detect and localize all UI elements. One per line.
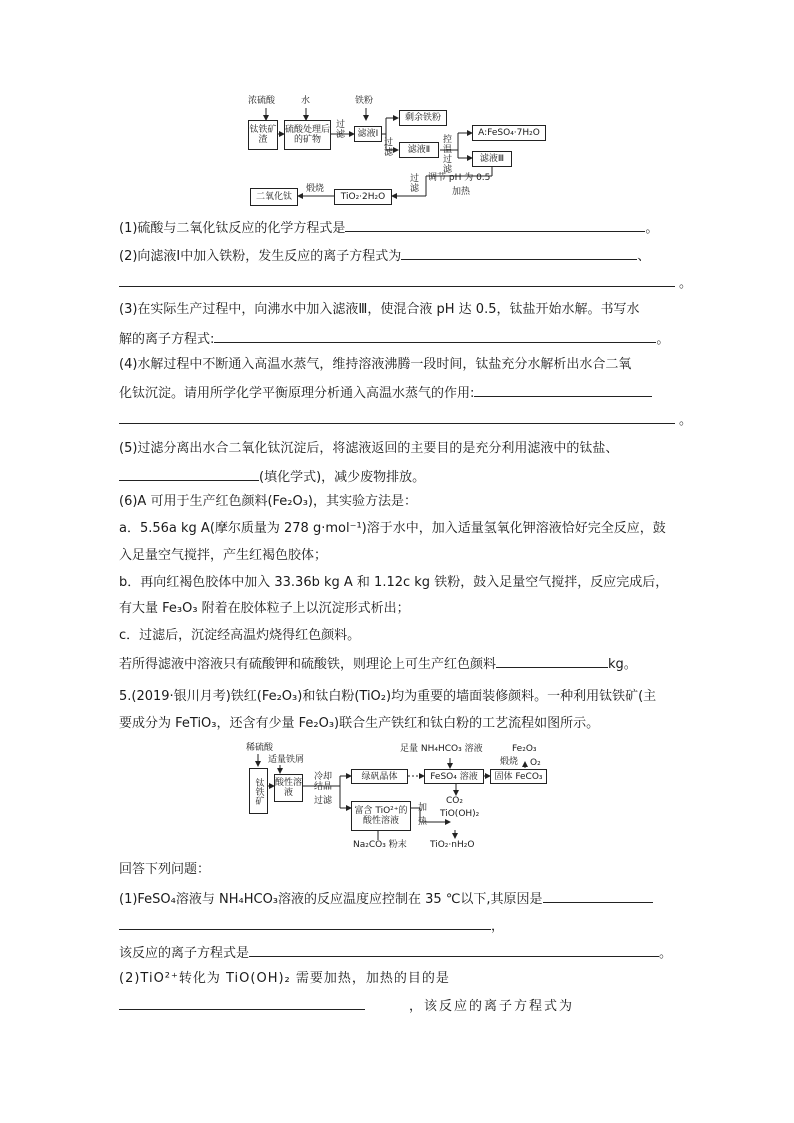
label-calcine-2: 煅烧 — [500, 757, 519, 767]
answer-blank-p5q1b[interactable] — [119, 917, 491, 930]
label-filter-2: 过滤 — [384, 138, 394, 158]
label-heat-2: 加热 — [418, 803, 428, 827]
question-4-line-1: (4)水解过程中不断通入高温水蒸气，维持溶液沸腾一段时间，钛盐充分水解析出水合二氧 — [119, 357, 632, 372]
box-filtrate-1: 滤液Ⅰ — [354, 126, 382, 142]
q4-end-mark: 。 — [679, 413, 693, 428]
box-ilmenite-slag: 钛铁矿渣 — [248, 120, 278, 150]
question-3-line-2: 解的离子方程式: 。 — [119, 332, 670, 347]
box-solid-feco3: 固体 FeCO₃ — [490, 769, 547, 784]
box-filtrate-3: 滤液Ⅲ — [472, 151, 512, 167]
box-tio2-2h2o: TiO₂·2H₂O — [334, 189, 392, 205]
label-filter-3: 过滤 — [410, 174, 420, 194]
answer-blank-p5q1a[interactable] — [543, 890, 653, 903]
label-fe2o3: Fe₂O₃ — [512, 744, 537, 754]
box-feso4-solution: FeSO₄ 溶液 — [424, 769, 484, 784]
problem-5-q1-line-2: ， — [119, 917, 504, 935]
question-5-line-1: (5)过滤分离出水合二氧化钛沉淀后，将滤液返回的主要目的是充分利用滤液中的钛盐、 — [119, 441, 619, 456]
problem-5-q2-line-1: (2)TiO²⁺转化为 TiO(OH)₂ 需要加热，加热的目的是 — [119, 971, 450, 986]
problem-5-line-1: 5.(2019·银川月考)铁红(Fe₂O₃)和钛白粉(TiO₂)均为重要的墙面装修颜料。一种利用钛铁矿(主 — [119, 689, 657, 704]
label-ph-adjust: 调节 pH 为 0.5 — [428, 173, 491, 183]
box-filtrate-2: 滤液Ⅱ — [399, 142, 439, 158]
box-tio-acidic-solution: 富含 TiO²⁺的酸性溶液 — [351, 801, 411, 831]
label-tio2-nh2o: TiO₂·nH₂O — [430, 840, 475, 850]
problem-5-q1-line-3: 该反应的离子方程式是 。 — [119, 946, 673, 961]
box-A-feso4: A:FeSO₄·7H₂O — [472, 125, 546, 141]
label-water: 水 — [301, 96, 311, 106]
question-5-line-2: (填化学式)，减少废物排放。 — [119, 468, 425, 486]
label-co2: CO₂ — [446, 796, 463, 806]
question-4-line-2: 化钛沉淀。请用所学化学平衡原理分析通入高温水蒸气的作用: — [119, 384, 652, 402]
problem-5-q1-line-1: (1)FeSO₄溶液与 NH₄HCO₃溶液的反应温度应控制在 35 ℃以下,其原因是 — [119, 890, 653, 908]
label-iron-scrap: 适量铁屑 — [268, 755, 305, 765]
question-6-step-a-2: 入足量空气搅拌，产生红褐色胶体； — [119, 548, 328, 563]
question-6-step-b-1: b．再向红褐色胶体中加入 33.36b kg A 和 1.12c kg 铁粉，鼓入足量空气搅拌，反应完成后， — [119, 575, 669, 590]
question-2: (2)向滤液Ⅰ中加入铁粉，发生反应的离子方程式为 、 — [119, 249, 651, 264]
label-nh4hco3: 足量 NH₄HCO₃ 溶液 — [400, 744, 483, 754]
question-6-step-c: c．过滤后，沉淀经高温灼烧得红色颜料。 — [119, 628, 361, 643]
question-6-final: 若所得滤液中溶液只有硫酸钾和硫酸铁，则理论上可生产红色颜料 kg。 — [119, 657, 637, 672]
label-o2: O₂ — [530, 758, 541, 768]
answer-blank-p5q2a[interactable] — [119, 997, 365, 1010]
label-calcine-1: 煅烧 — [306, 184, 325, 194]
answer-blank-p5q1c[interactable] — [249, 944, 659, 957]
label-na2co3-powder: Na₂CO₃ 粉末 — [353, 840, 407, 850]
question-3-line-1: (3)在实际生产过程中，向沸水中加入滤液Ⅲ，使混合液 pH 达 0.5，钛盐开始水解。书写水 — [119, 302, 640, 317]
label-filtration: 过滤 — [314, 796, 333, 806]
box-remaining-iron: 剩余铁粉 — [399, 110, 447, 126]
label-cool-crystallize: 冷却结晶 — [314, 772, 333, 792]
q2-end-mark: 。 — [679, 276, 693, 291]
label-iron-powder: 铁粉 — [355, 96, 374, 106]
question-1: (1)硫酸与二氧化钛反应的化学方程式是 。 — [119, 221, 659, 236]
label-dilute-h2so4: 稀硫酸 — [246, 743, 274, 753]
box-titanium-dioxide: 二氧化钛 — [250, 188, 298, 206]
question-6-step-b-2: 有大量 Fe₃O₃ 附着在胶体粒子上以沉淀形式析出； — [119, 601, 410, 616]
box-acidic-solution: 酸性溶液 — [274, 774, 303, 802]
box-treated-mineral: 硫酸处理后的矿物 — [284, 120, 331, 150]
label-tio-oh2: TiO(OH)₂ — [440, 809, 480, 819]
question-6-step-a-1: a．5.56a kg A(摩尔质量为 278 g·mol⁻¹)溶于水中，加入适量氢氧化钾溶液恰好完全反应，鼓 — [119, 521, 666, 536]
label-heating: 加热 — [452, 187, 471, 197]
problem-5-line-2: 要成分为 FeTiO₃，还含有少量 Fe₂O₃)联合生产铁红和钛白粉的工艺流程如图所示。 — [119, 716, 600, 731]
label-temp-filter: 控温过滤 — [443, 135, 453, 175]
question-6-intro: (6)A 可用于生产红色颜料(Fe₂O₃)，其实验方法是： — [119, 494, 418, 509]
problem-5-q2-line-2: ，该反应的离子方程式为 — [119, 997, 574, 1015]
box-green-vitriol: 绿矾晶体 — [351, 769, 408, 784]
label-filter-1: 过滤 — [336, 120, 346, 140]
label-conc-h2so4: 浓硫酸 — [248, 96, 276, 106]
answer-prompt: 回答下列问题： — [119, 862, 211, 877]
box-ilmenite: 钛铁矿 — [249, 768, 268, 814]
